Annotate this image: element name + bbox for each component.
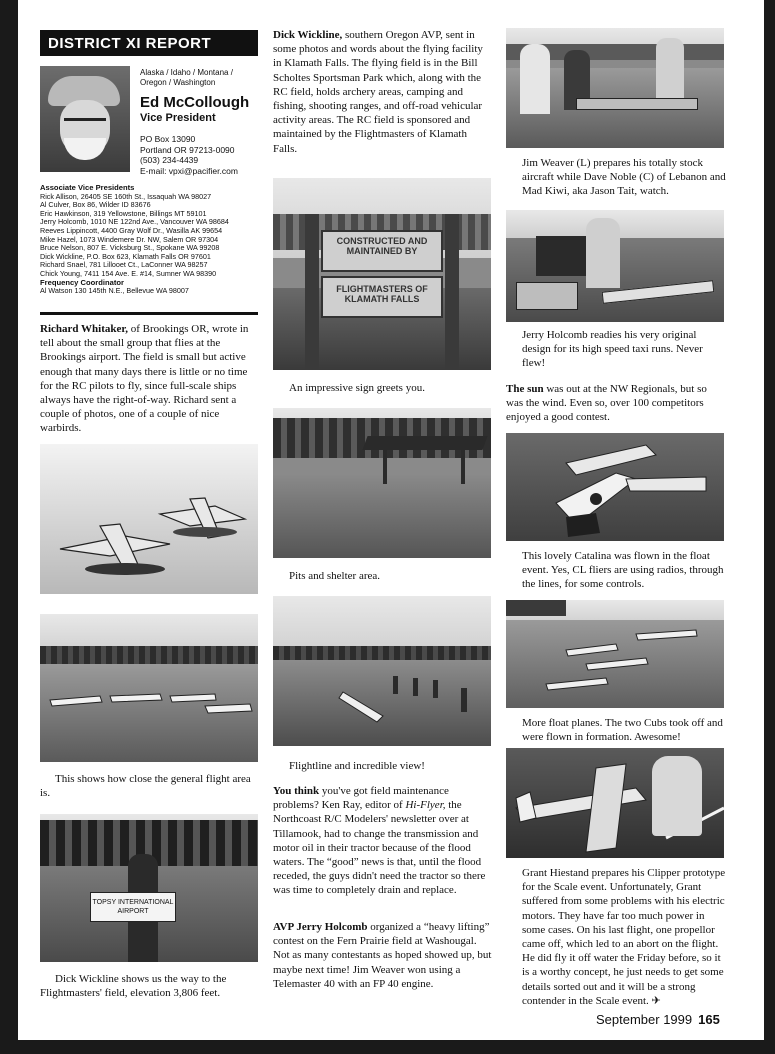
associate-line: Chick Young, 7411 154 Ave. E. #14, Sumner WA 98390 — [40, 268, 217, 278]
flightline-drawing — [273, 596, 491, 746]
newsletter-title: Hi-Flyer, — [405, 799, 446, 812]
shelter-post — [383, 450, 387, 484]
maintenance-article — [273, 784, 493, 898]
photo-weaver — [506, 28, 724, 148]
caption-weaver: Jim Weaver (L) prepares his totally stock aircraft while Dave Noble (C) of Lebanon and Mad Kiwi, aka Jason Tait, watch. — [522, 157, 726, 198]
associate-line: Al Culver, Box 86, Wilder ID 83676 — [40, 200, 151, 210]
issue-date: September 1999 — [596, 1012, 693, 1027]
parked-planes-drawing — [40, 614, 258, 762]
district-states: Alaska / Idaho / Montana / Oregon / Washington — [140, 68, 233, 87]
associate-line: Dick Wickline, P.O. Box 623, Klamath Falls OR 97601 — [40, 251, 211, 261]
holcomb-body: organized a “heavy lifting” contest on the Fern Prairie field at Washougal. Not as many contestants as hoped showed up, but maybe next time! Jim Weaver won using a Telemaster 40 with an FP 40 engine. — [273, 921, 492, 990]
wickline-article — [273, 28, 493, 156]
page-number: 165 — [698, 1012, 720, 1027]
address-line: (503) 234-4439 — [140, 155, 199, 165]
shelter-roof — [362, 436, 487, 450]
associate-line: Rick Allison, 26405 SE 160th St., Issaquah WA 98027 — [40, 191, 212, 201]
model-airplane-wing — [576, 98, 698, 110]
sign-board-top: CONSTRUCTED AND MAINTAINED BY — [321, 230, 443, 272]
whitaker-lead: Richard Whitaker, — [40, 323, 129, 335]
think-body-1: you've got field maintenance problems? Ken Ray, editor of — [273, 785, 449, 812]
associate-line: Reeves Lippincott, 4400 Gray Wolf Dr., Wasilla AK 99654 — [40, 225, 223, 235]
photo-sign — [273, 178, 491, 370]
wickline-body: southern Oregon AVP, sent in some photos and words about the flying facility in Klamath Falls. The flying field is in the Bill Scholtes Sportsman Park which, along with the RC field, holds archery areas, camping and fishing, shooting ranges, and off-road vehicular activity areas. The RC field is sponsored and maintained by the Flightmasters of Klamath Falls. — [273, 29, 483, 155]
photo-flight-area — [40, 614, 258, 762]
vp-email: E-mail: vpxi@pacifier.com — [140, 166, 238, 176]
person-figure — [586, 218, 620, 288]
section-divider — [40, 312, 258, 315]
associate-line: Mike Hazel, 1073 Windemere Dr. NW, Salem OR 97304 — [40, 234, 219, 244]
regionals-article — [506, 382, 726, 425]
photo-clipper — [506, 748, 724, 858]
caption-catalina: This lovely Catalina was flown in the float event. Yes, CL fliers are using radios, through the lines, for some controls. — [522, 550, 724, 591]
page-footer — [596, 1012, 720, 1027]
vp-address — [140, 134, 235, 166]
district-banner: DISTRICT XI REPORT — [40, 30, 258, 56]
shelter-post — [461, 450, 465, 484]
caption-hiestand: Grant Hiestand prepares his Clipper prototype for the Scale event. Unfortunately, Grant suffered from some problems with his electric motors. They have far too much power in some cases. On his last flight, one propellor came off, which led to an abort on the flight. He did fly it off water the Friday before, so it is a worthy concept, he just needs to get some details sorted out and it will be a strong contender in the Scale event. ✈ — [522, 867, 726, 1007]
caption-wickline: Dick Wickline shows us the way to the Flightmasters' field, elevation 3,806 feet. — [40, 973, 227, 1000]
wickline-lead: Dick Wickline, — [273, 29, 343, 41]
whitaker-article — [40, 322, 258, 436]
person-figure — [652, 756, 702, 836]
catalina-drawing — [506, 433, 724, 541]
holcomb-lead: AVP Jerry Holcomb — [273, 921, 368, 933]
associate-vp-list — [40, 184, 258, 296]
vp-name: Ed McCollough — [140, 94, 250, 111]
magazine-page — [18, 0, 764, 1040]
person-figure — [520, 44, 550, 114]
associate-line: Eric Hawkinson, 319 Yellowstone, Billings MT 59101 — [40, 208, 207, 218]
address-line: PO Box 13090 — [140, 134, 196, 144]
photo-catalina — [506, 433, 724, 541]
caption-float-planes: More float planes. The two Cubs took off and were flown in formation. Awesome! — [522, 717, 723, 744]
photo-float-planes — [506, 600, 724, 708]
whitaker-body: of Brookings OR, wrote in tell about the small group that flies at the Brookings airport. The field is small but active enough that many days there is little or no time for the RC pilots to fly, since full-scale ships always have the right-of-way. Richard sent a couple of photos, one of a couple of nice warbirds. — [40, 323, 249, 435]
think-body-2: the Northcoast R/C Modelers' newsletter over at Tillamook, had to change the transmission and motor oil in their tractor because of the flood waters. The “good” news is that, until the flood receded, the guys didn't need the tractor so there was time to completely drain and replace. — [273, 799, 486, 897]
caption-sign: An impressive sign greets you. — [289, 382, 425, 394]
sign-post-left — [305, 214, 319, 370]
ground-bg — [273, 474, 491, 558]
photo-holcomb — [506, 210, 724, 322]
photo-flightline — [273, 596, 491, 746]
freq-heading: Frequency Coordinator — [40, 277, 124, 287]
caption-flight-area: This shows how close the general flight area is. — [40, 773, 251, 800]
sign-board-bottom: FLIGHTMASTERS OF KLAMATH FALLS — [321, 276, 443, 318]
sun-body: was out at the NW Regionals, but so was the wind. Even so, over 100 competitors enjoyed a good contest. — [506, 383, 707, 424]
caption-flightline: Flightline and incredible view! — [289, 760, 425, 772]
airport-sign: TOPSY INTERNATIONAL AIRPORT — [90, 892, 176, 922]
associate-line: Jerry Holcomb, 1010 NE 122nd Ave., Vancouver WA 98684 — [40, 217, 229, 227]
sign-post-right — [445, 214, 459, 370]
photo-warbirds — [40, 444, 258, 594]
beard-shape — [64, 138, 106, 160]
vp-portrait — [40, 66, 130, 172]
address-line: Portland OR 97213-0090 — [140, 144, 235, 155]
float-planes-drawing — [506, 600, 724, 708]
holcomb-article — [273, 920, 493, 991]
photo-wickline — [40, 814, 258, 962]
flight-box — [516, 282, 578, 310]
glasses-shape — [64, 118, 106, 130]
photo-pits — [273, 408, 491, 558]
sun-lead: The sun — [506, 383, 544, 395]
associate-line: Bruce Nelson, 807 E. Vicksburg St., Spokane WA 99208 — [40, 243, 220, 253]
warbirds-drawing — [40, 444, 258, 594]
freq-line: Al Watson 130 145th N.E., Bellevue WA 98007 — [40, 286, 189, 296]
think-lead: You think — [273, 785, 320, 797]
caption-pits: Pits and shelter area. — [289, 570, 381, 582]
caption-holcomb: Jerry Holcomb readies his very original design for its high speed taxi runs. Never flew! — [522, 329, 703, 370]
associate-line: Richard Snael, 781 Lillooet Ct., LaConner WA 98257 — [40, 260, 208, 270]
associate-heading: Associate Vice Presidents — [40, 183, 135, 192]
vp-title: Vice President — [140, 112, 216, 124]
